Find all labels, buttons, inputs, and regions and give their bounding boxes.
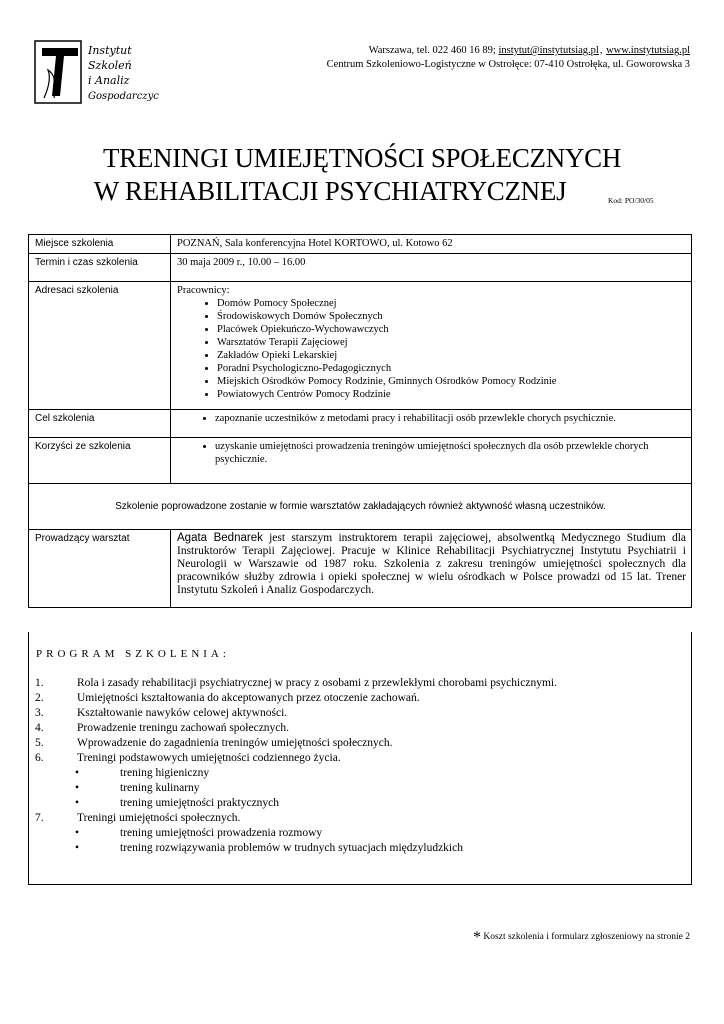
program-item: [35, 811, 240, 826]
program-item-number: 5.: [35, 737, 44, 749]
contact-header: [327, 44, 690, 72]
note-row: [29, 484, 692, 530]
program-subitem-text: trening umiejętności praktycznych: [120, 797, 280, 809]
program-title: PROGRAM SZKOLENIA:: [36, 648, 230, 660]
logo-line1: Instytut: [88, 44, 132, 57]
logo-line2: Szkoleń: [88, 59, 132, 72]
location-label: Miejsce szkolenia: [29, 235, 171, 254]
program-item: [35, 721, 685, 736]
bullet: •: [75, 782, 80, 794]
program-item-number: 4.: [35, 722, 44, 734]
bullet: •: [75, 767, 80, 779]
audience-intro: Pracownicy:: [177, 285, 230, 296]
program-subitem-text: trening rozwiązywania problemów w trudnych sytuacjach międzyludzkich: [120, 842, 463, 854]
audience-item: • Domów Pomocy Społecznej: [217, 297, 686, 310]
location-row: [29, 235, 692, 254]
program-sublist-7: [35, 826, 463, 856]
logo-line4: Gospodarczych: [88, 91, 159, 102]
program-section: [28, 632, 692, 885]
email-link[interactable]: instytut@instytutsiag.pl: [498, 45, 599, 56]
program-item-text: Umiejętności kształtowania do akceptowanych przez otoczenie zachowań.: [77, 692, 420, 704]
program-item-text: Kształtowanie nawyków celowej aktywności.: [77, 707, 288, 719]
bullet: •: [75, 797, 80, 809]
audience-item: • Zakładów Opieki Lekarskiej: [217, 349, 686, 362]
logo-graphic: [34, 40, 159, 106]
audience-item: • Miejskich Ośrodków Pomocy Rodzinie, Gminnych Ośrodków Pomocy Rodzinie: [217, 375, 686, 388]
program-item: [35, 676, 685, 691]
trainer-label: Prowadzący warsztat: [29, 530, 171, 608]
program-item-number: 7.: [35, 812, 44, 824]
title-line1: TRENINGI UMIEJĘTNOŚCI SPOŁECZNYCH: [102, 143, 622, 173]
benefits-label: Korzyści ze szkolenia: [29, 438, 171, 484]
program-item: [35, 736, 685, 751]
program-item-number: 2.: [35, 692, 44, 704]
goal-row: [29, 410, 692, 438]
trainer-cell: [171, 530, 692, 608]
footer-text: Koszt szkolenia i formularz zgłoszeniowy na stronie 2: [481, 932, 690, 942]
title-line2: W REHABILITACJI PSYCHIATRYCZNEJ: [93, 176, 567, 206]
program-sublist-6: [35, 766, 279, 811]
contact-address-phone: Warszawa, tel. 022 460 16 89;: [368, 45, 496, 56]
contact-line1: Warszawa, tel. 022 460 16 89; instytut@instytutsiag.pl, www.instytutsiag.pl: [368, 45, 690, 56]
asterisk: *: [473, 929, 482, 946]
format-note: Szkolenie poprowadzone zostanie w formie warsztatów zakładających również aktywność własną uczestników.: [29, 484, 692, 530]
trainer-bio: jest starszym instruktorem terapii zajęciowej, absolwentką Medycznego Studium dla Instruktorów Terapii Zajęciowej. Pracuje w Klinice Rehabilitacji Psychiatrycznej Instytutu Psychiatrii i Neurologii w Warszawie od 1987 roku. Szkolenia z zakresu treningów umiejętności społecznych dla pracowników służby zdrowia i opieki społecznej w wielu ośrodkach w Polsce prowadzi od 15 lat. Trener Instytutu Szkoleń i Analiz Gospodarczych.: [177, 532, 687, 596]
trainer-name: Agata Bednarek: [177, 532, 263, 544]
program-item-text: Treningi umiejętności społecznych.: [77, 812, 241, 824]
benefits-row: [29, 438, 692, 484]
program-subitem: [35, 796, 279, 811]
benefits-cell: [171, 438, 692, 484]
date-value: 30 maja 2009 r., 10.00 – 16.00: [171, 254, 692, 282]
program-item-number: 6.: [35, 752, 44, 764]
institute-logo: [34, 40, 159, 106]
program-subitem-text: trening higieniczny: [120, 767, 210, 779]
audience-item: • Warsztatów Terapii Zajęciowej: [217, 336, 686, 349]
audience-item: • Placówek Opiekuńczo-Wychowawczych: [217, 323, 686, 336]
course-code: Kod: PO/30/05: [608, 196, 654, 205]
program-item-text: Prowadzenie treningu zachowań społecznych.: [77, 722, 290, 734]
program-item-number: 1.: [35, 677, 44, 689]
bullet: •: [75, 827, 80, 839]
goal-list: [177, 412, 686, 425]
program-item-text: Treningi podstawowych umiejętności codziennego życia.: [77, 752, 341, 764]
date-label: Termin i czas szkolenia: [29, 254, 171, 282]
audience-cell: [171, 282, 692, 410]
program-item-text: Wprowadzenie do zagadnienia treningów umiejętności społecznych.: [77, 737, 393, 749]
program-item-number: 3.: [35, 707, 44, 719]
audience-item: • Poradni Psychologiczno-Pedagogicznych: [217, 362, 686, 375]
goal-label: Cel szkolenia: [29, 410, 171, 438]
course-info-table: [28, 234, 692, 608]
program-item: [35, 706, 685, 721]
program-subitem: [35, 781, 279, 796]
goal-item: • zapoznanie uczestników z metodami pracy i rehabilitacji osób przewlekle chorych psychicznie.: [215, 412, 686, 425]
footer-note: [473, 926, 690, 944]
program-list: [35, 676, 685, 766]
benefits-list: [177, 440, 686, 466]
audience-label: Adresaci szkolenia: [29, 282, 171, 410]
location-value: POZNAŃ, Sala konferencyjna Hotel KORTOWO, ul. Kotowo 62: [171, 235, 692, 254]
date-row: [29, 254, 692, 282]
program-subitem: [35, 766, 279, 781]
audience-item: • Powiatowych Centrów Pomocy Rodzinie: [217, 388, 686, 401]
program-item: [35, 751, 685, 766]
program-item: [35, 691, 685, 706]
trainer-row: [29, 530, 692, 608]
bullet: •: [75, 842, 80, 854]
goal-cell: [171, 410, 692, 438]
website-link[interactable]: www.instytutsiag.pl: [606, 45, 690, 56]
benefits-item: • uzyskanie umiejętności prowadzenia treningów umiejętności społecznych dla osób przewlekle chorych psychicznie.: [215, 440, 686, 466]
program-item-text: Rola i zasady rehabilitacji psychiatrycznej w pracy z osobami z przewlekłymi chorobami psychicznymi.: [77, 677, 557, 689]
audience-row: [29, 282, 692, 410]
program-subitem-text: trening umiejętności prowadzenia rozmowy: [120, 827, 323, 839]
audience-item: • Środowiskowych Domów Społecznych: [217, 310, 686, 323]
audience-list: [177, 297, 686, 401]
logo-line3: i Analiz: [88, 74, 130, 87]
program-subitem-text: trening kulinarny: [120, 782, 200, 794]
program-subitem: [35, 841, 463, 856]
contact-line2: Centrum Szkoleniowo-Logistyczne w Ostrołęce: 07-410 Ostrołęka, ul. Goworowska 3: [326, 59, 690, 70]
program-subitem: [35, 826, 463, 841]
